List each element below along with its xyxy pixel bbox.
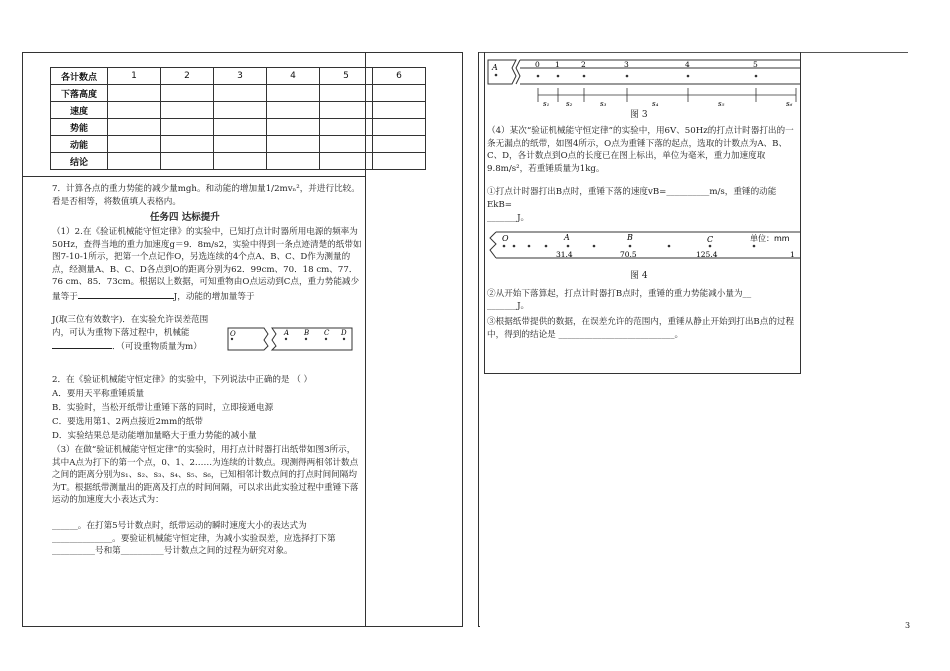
figure-4 (484, 230, 800, 262)
cell[interactable] (320, 136, 373, 153)
cell[interactable] (320, 153, 373, 170)
cell[interactable] (267, 85, 320, 102)
question-4-3: ③根据纸带提供的数据，在误差允许的范围内，重锤从静止开始到打出B点的过程中，得到的结论是 ___________________________。 (487, 317, 795, 340)
fig4-label-c: C (707, 235, 714, 244)
question-1-part-a (52, 226, 362, 304)
fig4-label-o: O (502, 234, 509, 243)
fig3-seg-5: s₅ (718, 100, 725, 108)
fig3-seg-1: s₁ (543, 100, 550, 108)
figure-3-caption: 图 3 (630, 110, 648, 120)
question-3: （3）在做“验证机械能守恒定律”的实验时，用打点计时器打出纸带如图3所示，其中A点为打下的第一个点，0、1、2……为连续的计数点。现测得两相邻计数点之间的距离分别为s₁、s₂、s₃、s₄、s₅、s₆，已知相邻计数点间的打点时间间隔均为T。根据纸带测量出的距离及打点的时间间隔，可以求出此实验过程中重锤下落运动的加速度大小表达式为： (52, 445, 359, 506)
cell[interactable] (267, 136, 320, 153)
cell[interactable] (373, 136, 426, 153)
cell[interactable] (373, 102, 426, 119)
row-label: 势能 (51, 119, 108, 136)
tape-label-a: A (284, 329, 290, 337)
row-label: 结论 (51, 153, 108, 170)
q1-text: （1）2.在《验证机械能守恒定律》的实验中，已知打点计时器所用电源的频率为50Hz，查得当地的重力加速度g＝9．8m/s2，实验中得到一条点迹清楚的纸带如图7-10-1所示，把第一个点记作O，另选连续的4个点A、B、C、D作为测量的点，经测量A、B、C、D各点到O的距离分别为62．99cm、70．18 cm、77．76 cm、85．73cm。根据以上数据，可知重物由O点运动到C点，重力势能减少量等于 (52, 227, 362, 302)
table-row (51, 136, 426, 153)
tape-label-d: D (341, 329, 347, 337)
section-title: 任务四 达标提升 (150, 212, 220, 223)
q2-option-b: B．实验时，当松开纸带让重锤下落的同时，立即接通电源 (52, 403, 274, 413)
q1-blank-3[interactable] (52, 339, 112, 349)
cell[interactable] (214, 119, 267, 136)
q2-option-d: D．实验结果总是动能增加量略大于重力势能的减小量 (52, 431, 257, 441)
cell[interactable] (161, 153, 214, 170)
fig4-label-b: B (627, 233, 633, 242)
table-col-5: 5 (320, 68, 373, 85)
right-frame-right (800, 52, 801, 374)
question-1-part-b (52, 314, 220, 354)
figure-3 (486, 58, 800, 108)
fig3-label-2: 2 (581, 60, 586, 69)
fig3-label-a: A (492, 63, 498, 72)
table-row (51, 102, 426, 119)
tape-label-c: C (324, 329, 330, 337)
right-frame-left (478, 52, 479, 627)
question-3-line2: ______。在打第5号计数点时，纸带运动的瞬时速度大小的表达式为______________。要验证机械能守恒定律，为减小实验误差，应选择打下第__________号和第__________号计数点之间的过程为研究对象。 (52, 521, 336, 557)
cell[interactable] (214, 102, 267, 119)
row-label: 动能 (51, 136, 108, 153)
fig3-seg-3: s₃ (600, 100, 607, 108)
cell[interactable] (161, 136, 214, 153)
question-4-2: ②从开始下落算起，打点计时器打B点时，重锤的重力势能减小量为__ (487, 289, 752, 299)
right-frame-outer-bottom (478, 626, 480, 627)
fig3-seg-2: s₂ (566, 100, 573, 108)
table-row (51, 119, 426, 136)
cell[interactable] (108, 153, 161, 170)
q1-blank-1[interactable] (78, 289, 174, 299)
fig3-seg-6: s₆ (786, 100, 793, 108)
figure-4-caption: 图 4 (630, 271, 648, 281)
question-2: 2．在《验证机械能守恒定律》的实验中，下列说法中正确的是 （ ） (52, 375, 313, 385)
record-table (50, 67, 426, 170)
left-frame-left (22, 52, 23, 627)
table-col-2: 2 (161, 68, 214, 85)
table-row (51, 153, 426, 170)
table-col-6: 6 (373, 68, 426, 85)
q1b-text: J(取三位有效数字)．在实验允许误差范围内，可认为重物下落过程中，机械能 (52, 315, 209, 338)
tape-label-o: O (230, 330, 236, 338)
question-4-2-end: _______J。 (487, 301, 530, 311)
cell[interactable] (320, 85, 373, 102)
left-sep (22, 176, 365, 177)
right-frame-inner (484, 52, 485, 374)
fig3-label-0: 0 (535, 60, 540, 69)
cell[interactable] (214, 153, 267, 170)
fig4-unit: 单位：mm (750, 234, 790, 243)
row-label: 速度 (51, 102, 108, 119)
table-header-row (51, 68, 426, 85)
cell[interactable] (267, 119, 320, 136)
fig4-value-a: 31.4 (556, 250, 573, 259)
cell[interactable] (108, 136, 161, 153)
table-col-1: 1 (108, 68, 161, 85)
cell[interactable] (161, 85, 214, 102)
fig3-seg-4: s₄ (652, 100, 659, 108)
right-frame-bottom (484, 373, 801, 374)
table-col-4: 4 (267, 68, 320, 85)
cell[interactable] (373, 119, 426, 136)
cell[interactable] (161, 119, 214, 136)
question-7: 7．计算各点的重力势能的减少量mgh。和动能的增加量1/2mvₙ²，并进行比较。看是否相等，将数值填人表格内。 (52, 184, 360, 207)
table-header-label: 各计数点 (51, 68, 108, 85)
cell[interactable] (214, 136, 267, 153)
tape-figure (226, 326, 356, 352)
question-4-1: ①打点计时器打出B点时，重锤下落的速度vB=__________m/s，重锤的动能EkB= (487, 187, 777, 210)
cell[interactable] (108, 102, 161, 119)
q1b-text-end: ．（可设重物质量为m） (112, 342, 202, 353)
table-col-3: 3 (214, 68, 267, 85)
fig3-label-3: 3 (624, 60, 629, 69)
q1-text-end: J，动能的增加量等于 (173, 291, 255, 302)
fig3-label-5: 5 (753, 60, 758, 69)
fig4-value-b: 70.5 (620, 250, 637, 259)
cell[interactable] (267, 153, 320, 170)
cell[interactable] (108, 85, 161, 102)
cell[interactable] (373, 153, 426, 170)
left-frame-right (462, 52, 463, 627)
q2-option-a: A．要用天平称重锤质量 (52, 389, 145, 399)
row-label: 下落高度 (51, 85, 108, 102)
tape-label-b: B (304, 329, 310, 337)
cell[interactable] (214, 85, 267, 102)
fig3-label-1: 1 (555, 60, 560, 69)
fig4-value-d: 1 (790, 250, 795, 259)
table-row (51, 85, 426, 102)
cell[interactable] (267, 102, 320, 119)
q2-option-c: C．要选用第1、2两点接近2mm的纸带 (52, 417, 203, 427)
fig4-label-a: A (564, 233, 570, 242)
cell[interactable] (373, 85, 426, 102)
fig4-value-c: 125.4 (696, 250, 718, 259)
cell[interactable] (108, 119, 161, 136)
left-frame-bottom (22, 626, 463, 627)
top-border-right (478, 52, 908, 53)
cell[interactable] (161, 102, 214, 119)
fig3-label-4: 4 (685, 60, 690, 69)
page-number: 3 (905, 621, 911, 630)
cell[interactable] (320, 119, 373, 136)
question-4-1-end: _______J。 (487, 213, 530, 223)
question-4: （4）某次“验证机械能守恒定律”的实验中，用6V、50Hz的打点计时器打出的一条无漏点的纸带，如图4所示，O点为重锤下落的起点，选取的计数点为A、B、C、D，各计数点到O点的长度已在图上标出，单位为毫米，重力加速度取9.8m/s²，若重锤质量为1kg。 (487, 126, 794, 174)
cell[interactable] (320, 102, 373, 119)
top-border (22, 52, 462, 53)
